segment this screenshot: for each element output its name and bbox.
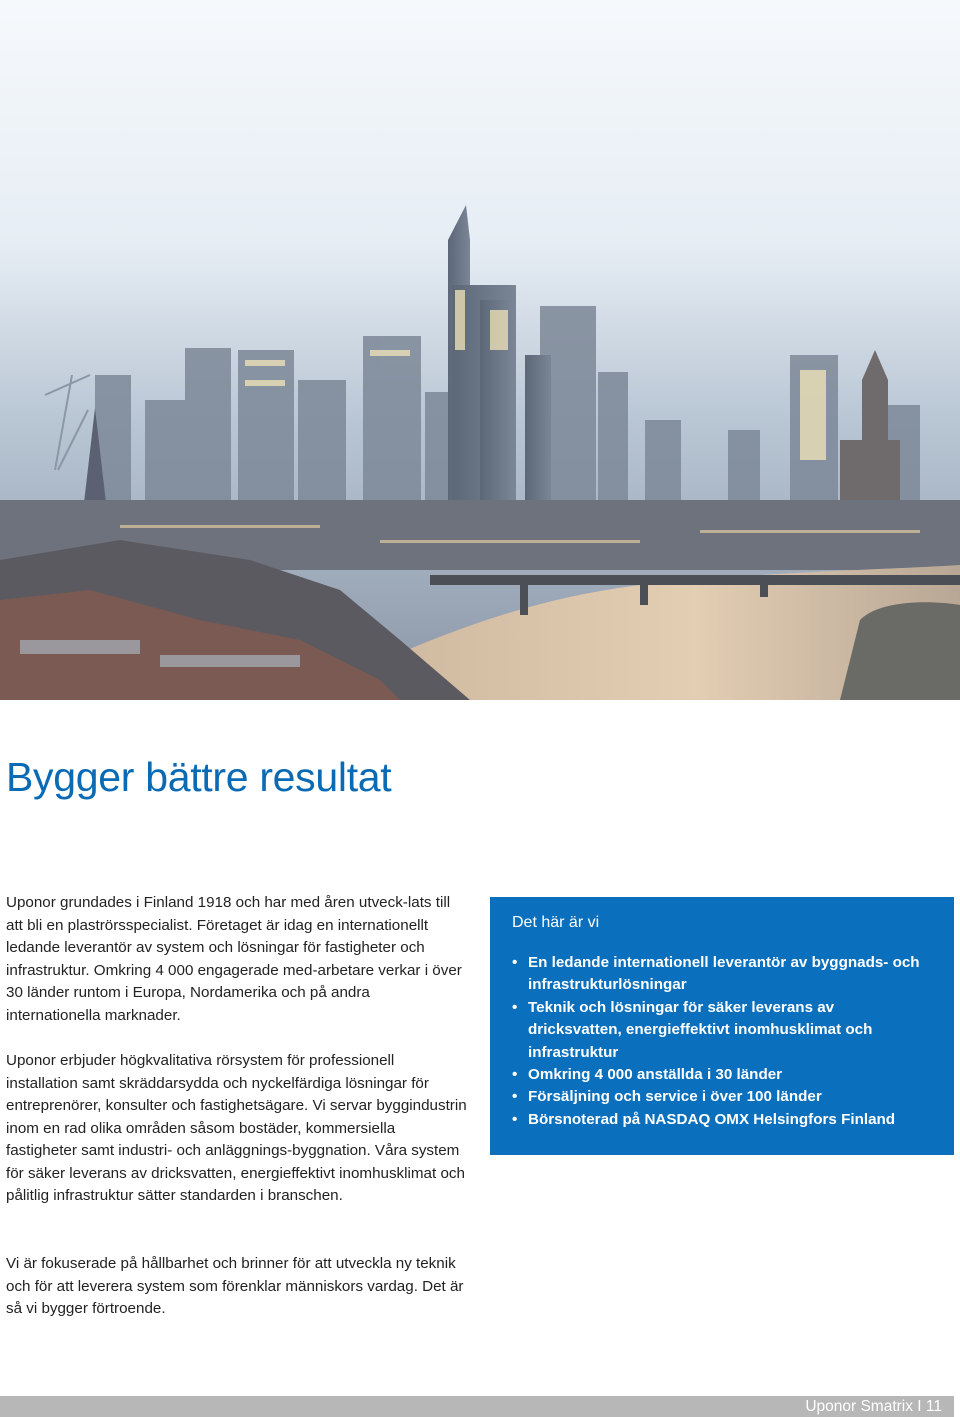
facts-list — [512, 952, 932, 1131]
intro-paragraph-1: Uponor grundades i Finland 1918 och har med åren utveck-lats till att bli en plaströrsspecialist. Företaget är idag en internationellt ledande leverantör av system och lösningar för fastigheter och infrastruktur. Omkring 4 000 engagerade med-arbetare verkar i över 30 länder runtom i Europa, Nordamerika och på andra internationella marknader. — [6, 894, 462, 1024]
city-skyline-photo — [0, 0, 960, 700]
facts-list-item: • En ledande internationell leverantör av byggnads- och infrastrukturlösningar — [512, 952, 932, 997]
facts-box-title: Det här är vi — [512, 914, 600, 931]
facts-list-item: • Omkring 4 000 anställda i 30 länder — [512, 1064, 932, 1086]
page-footer — [0, 1396, 954, 1417]
facts-list-item: • Börsnoterad på NASDAQ OMX Helsingfors Finland — [512, 1109, 932, 1131]
intro-paragraph-2: Uponor erbjuder högkvalitativa rörsystem för professionell installation samt skräddarsydda och nyckelfärdiga lösningar för entreprenörer, konsulter och fastighetsägare. Vi servar byggindustrin inom en rad olika områden såsom bostäder, kommersiella fastigheter samt industri- och anläggnings-byggnation. Våra system för säker leverans av dricksvatten, energieffektivt inomhusklimat och pålitlig infrastruktur sätter standarden i branschen. — [6, 1052, 467, 1204]
page-title: Bygger bättre resultat — [6, 754, 392, 800]
skyline-illustration — [0, 0, 960, 700]
intro-paragraph-3: Vi är fokuserade på hållbarhet och brinner för att utveckla ny teknik och för att leverera system som förenklar människors vardag. Det är så vi bygger förtroende. — [6, 1255, 464, 1317]
footer-page-label: Uponor Smatrix I 11 — [805, 1398, 942, 1415]
facts-list-item: • Försäljning och service i över 100 länder — [512, 1086, 932, 1108]
facts-box — [490, 897, 954, 1155]
intro-text — [6, 892, 468, 1231]
facts-list-item: • Teknik och lösningar för säker leverans av dricksvatten, energieffektivt inomhusklimat och infrastruktur — [512, 997, 932, 1064]
